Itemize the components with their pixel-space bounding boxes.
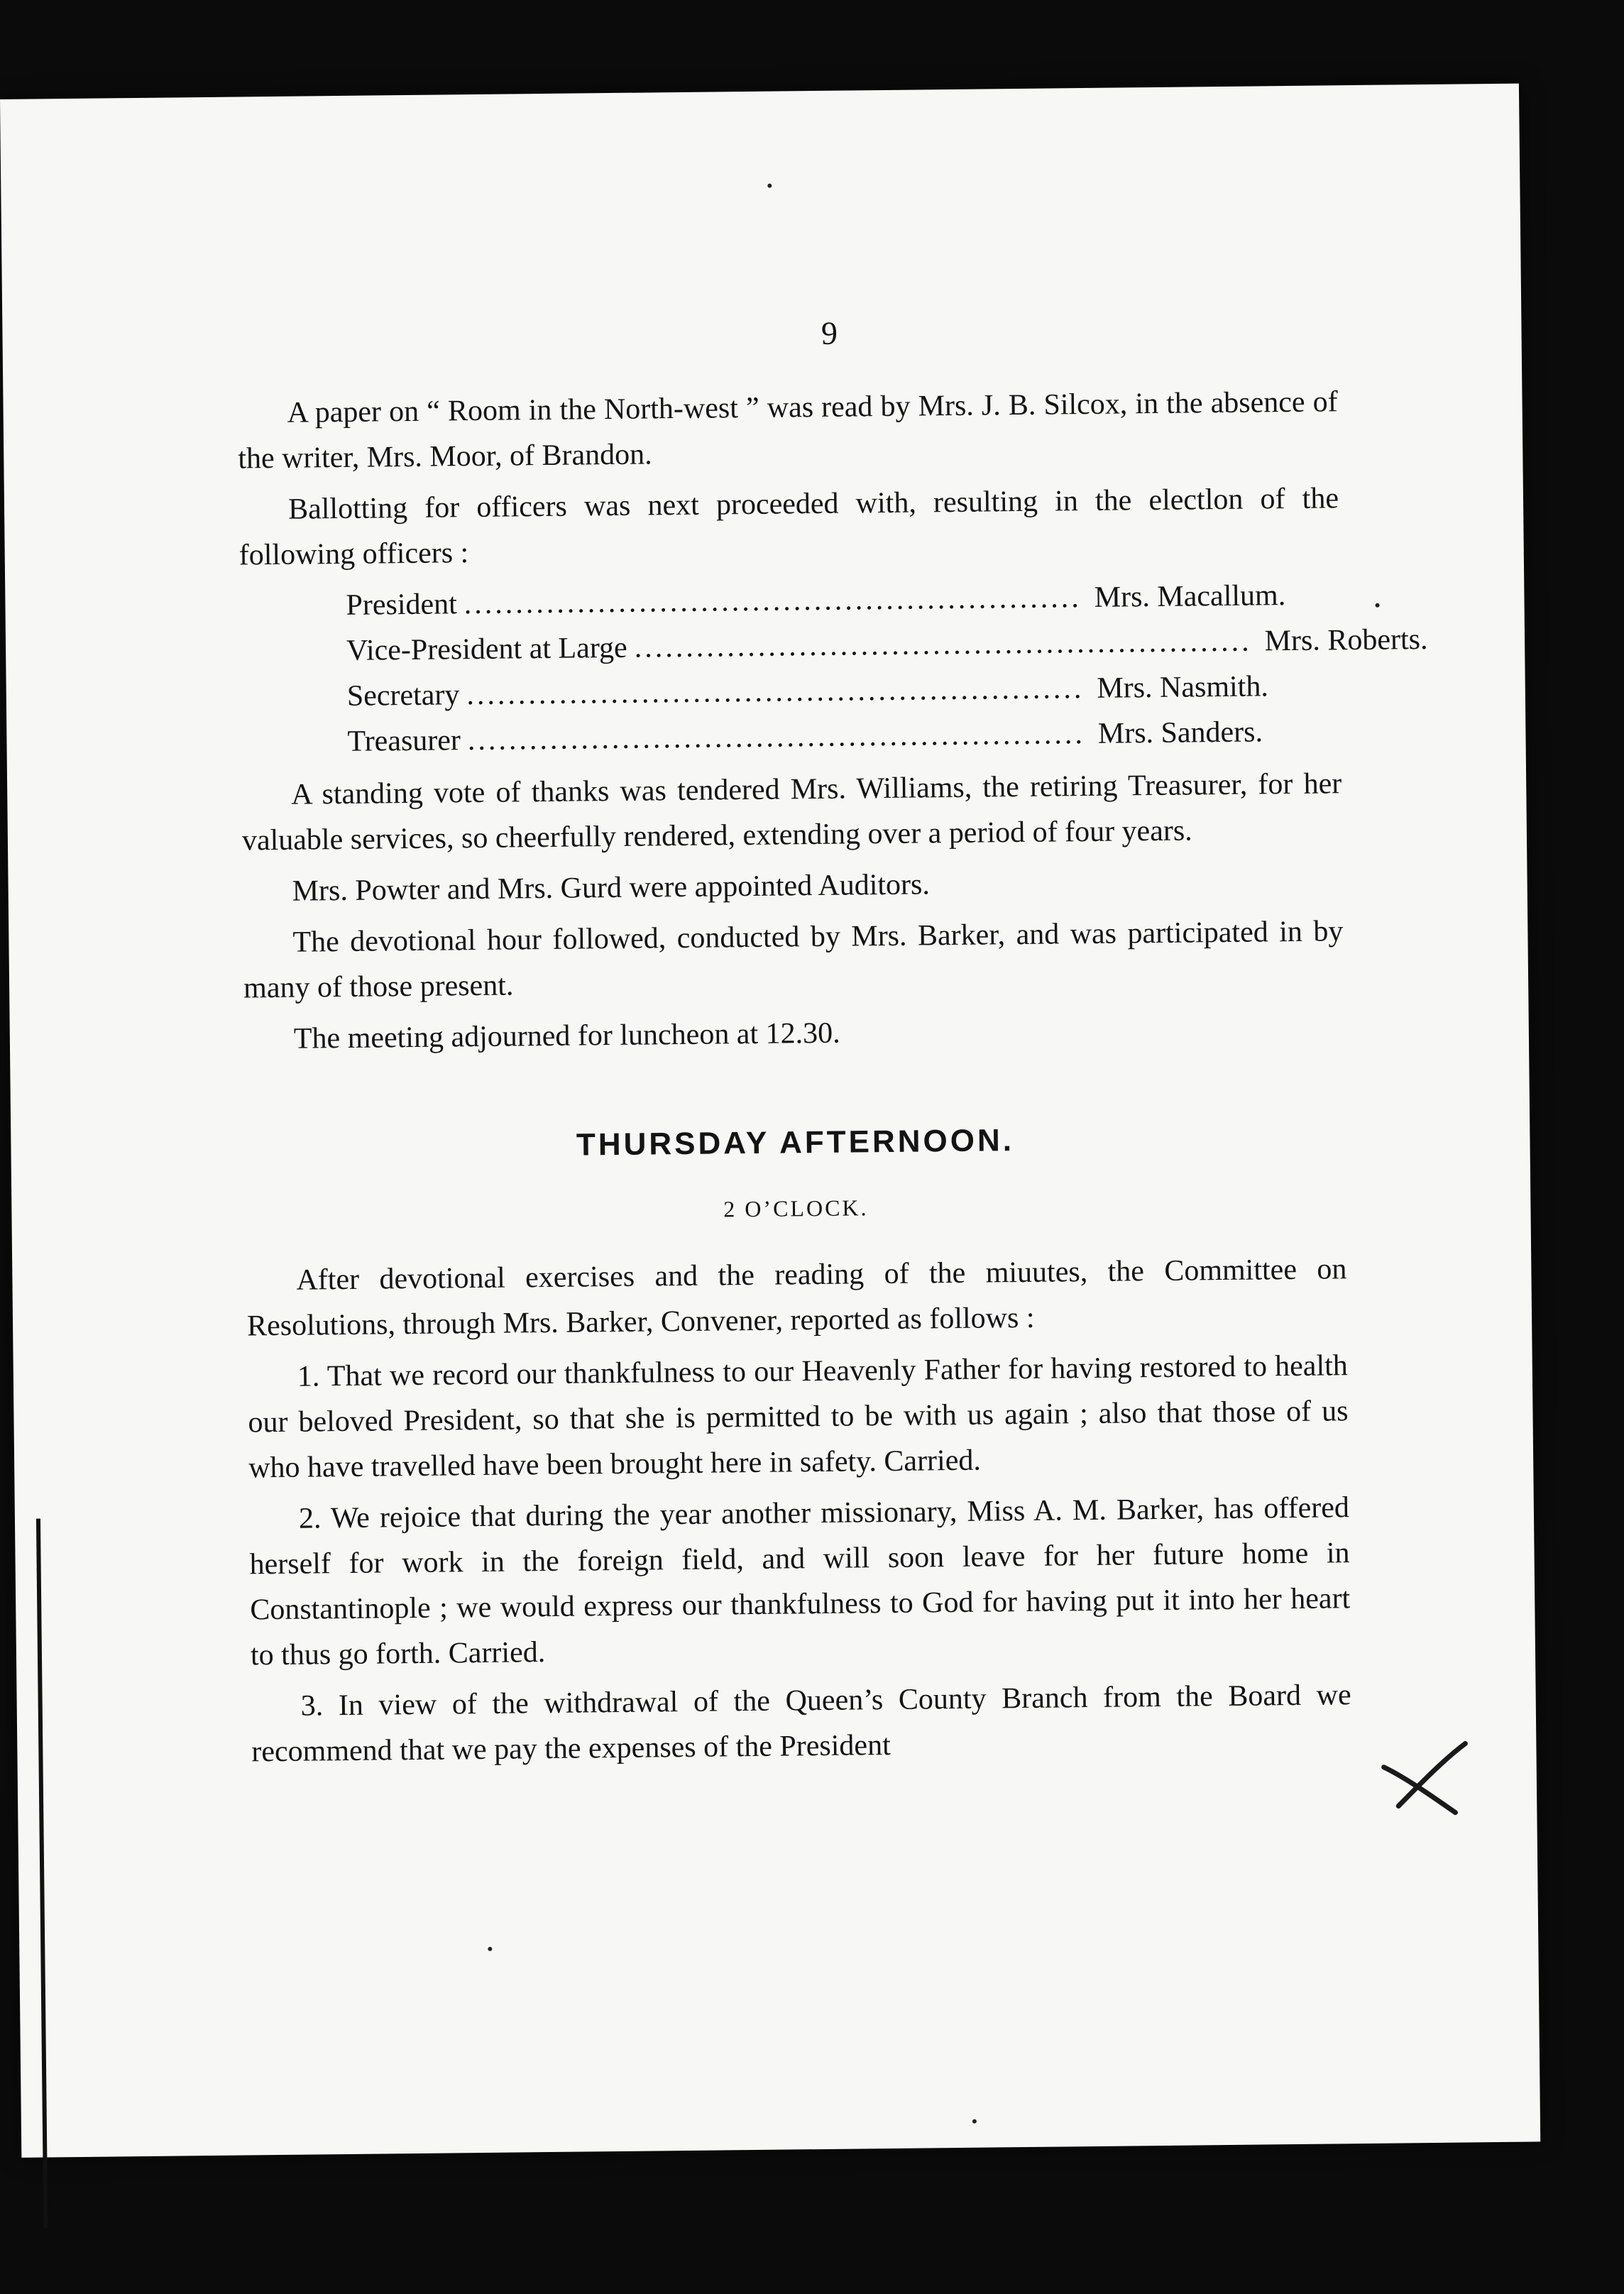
resolution-1: 1. That we record our thankfulness to our Heavenly Father for having restored to health our beloved President, so that she is permitted to be with us again ; also that those of us who have travelled have been brought here in safety. Carried. <box>248 1349 1349 1485</box>
officer-name: Mrs. Sanders. <box>1097 715 1263 750</box>
paragraph-auditors: Mrs. Powter and Mrs. Gurd were appointed Auditors. <box>292 868 931 908</box>
paragraph-paper-reading: A paper on “ Room in the North-west ” was read by Mrs. J. B. Silcox, in the absence of the writer, Mrs. Moor, of Brandon. <box>238 385 1338 476</box>
officer-title: Treasurer <box>347 724 461 758</box>
officer-title: Secretary <box>346 679 460 713</box>
paragraph-devotional-hour: The devotional hour followed, conducted by Mrs. Barker, and was participated in by many of those present. <box>243 915 1344 1005</box>
officer-title: Vice-President at Large <box>346 631 627 667</box>
scan-speck <box>767 184 772 188</box>
scan-speck <box>488 1947 492 1951</box>
section-subheading: 2 O’CLOCK. <box>723 1195 869 1222</box>
scan-speck <box>972 2119 977 2124</box>
resolution-3: 3. In view of the withdrawal of the Queen’s County Branch from the Board we recommend that we pay the expenses of the President <box>251 1679 1351 1769</box>
paragraph-resolutions-intro: After devotional exercises and the reading of the miuutes, the Committee on Resolutions, through Mrs. Barker, Convener, reported as follows : <box>246 1253 1347 1343</box>
page-content <box>236 305 1428 1780</box>
leader-dots: ............................................................ <box>467 718 1086 757</box>
page-number: 9 <box>821 314 838 351</box>
binding-edge-shadow <box>36 1519 48 2229</box>
officer-name: Mrs. Nasmith. <box>1097 670 1269 705</box>
section-heading: THURSDAY AFTERNOON. <box>576 1123 1015 1163</box>
resolution-2: 2. We rejoice that during the year another missionary, Miss A. M. Barker, has offered herself for work in the foreign field, and will soon leave for her future home in Constantinople ; we would express our thankfulness to God for having put it into her heart to thus go forth. Carried. <box>249 1491 1351 1672</box>
paragraph-vote-of-thanks: A standing vote of thanks was tendered Mrs. Williams, the retiring Treasurer, for her valuable services, so cheerfully rendered, extending over a period of four years. <box>241 767 1342 857</box>
officer-row-treasurer <box>347 709 1306 764</box>
officer-title: President <box>346 588 458 622</box>
officers-list <box>346 573 1428 764</box>
paragraph-ballotting: Ballotting for officers was next proceeded with, resulting in the electlon of the following officers : <box>238 482 1339 572</box>
scan-speck <box>1376 603 1380 608</box>
officer-name: Mrs. Macallum. <box>1094 579 1286 614</box>
officer-name: Mrs. Roberts. <box>1264 622 1428 658</box>
leader-dots: ............................................................ <box>466 672 1085 712</box>
document-page <box>0 84 1540 2158</box>
paragraph-adjourned: The meeting adjourned for luncheon at 12.30. <box>293 1016 840 1055</box>
leader-dots: ............................................................ <box>463 581 1082 621</box>
handwritten-x-mark <box>1376 1738 1469 1816</box>
leader-dots: ............................................................ <box>634 625 1252 664</box>
